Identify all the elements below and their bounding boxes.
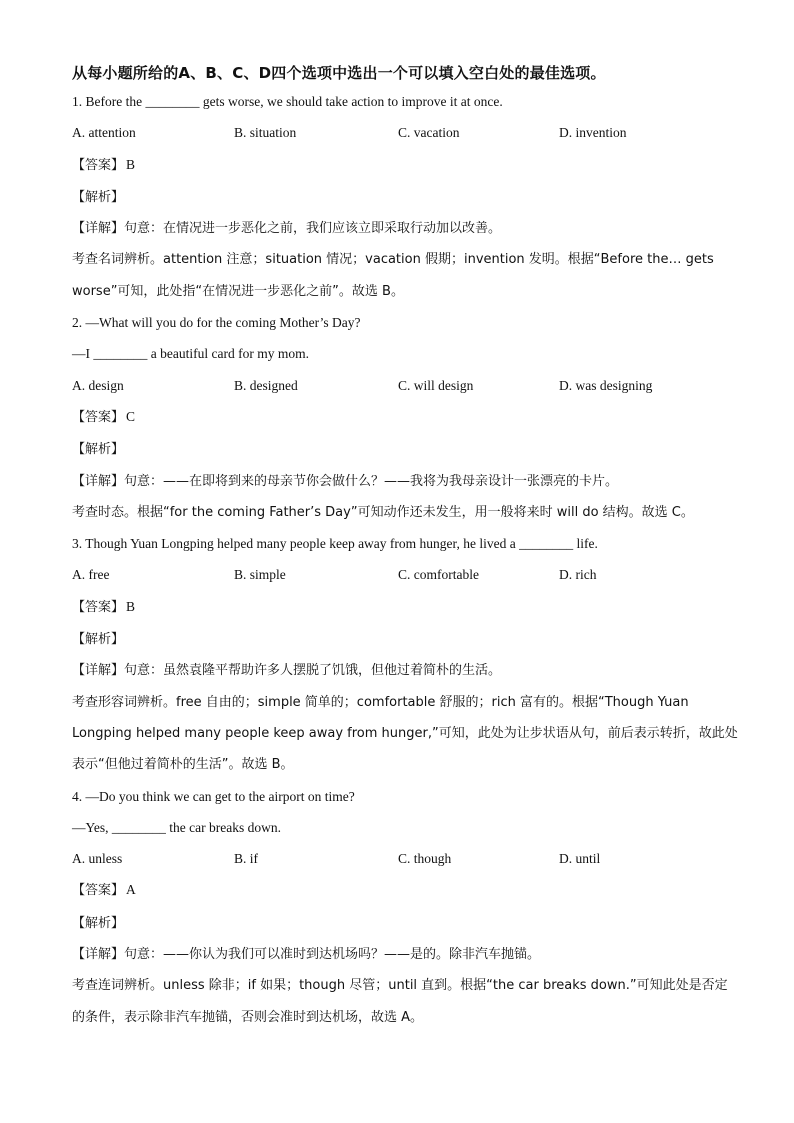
detail-line xyxy=(72,939,722,970)
detail-tag: 【详解】 xyxy=(72,221,125,237)
analysis-tag: 【解析】 xyxy=(72,189,125,205)
analysis-line xyxy=(72,623,722,655)
detail-line xyxy=(72,466,722,497)
option-c: C. will design xyxy=(398,377,474,393)
option-b: B. designed xyxy=(234,377,298,393)
answer-value: B xyxy=(126,598,136,614)
answer-line xyxy=(72,401,722,433)
detail-tag: 【详解】 xyxy=(72,947,125,963)
question-stem: 4. —Do you think we can get to the airport on time? xyxy=(72,788,355,804)
answer-tag: 【答案】 xyxy=(72,157,125,173)
answer-line xyxy=(72,591,722,623)
question-stem: 2. —What will you do for the coming Mother’s Day? xyxy=(72,315,361,331)
explanation-line: 考查形容词辨析。free 自由的；simple 简单的；comfortable 舒服的；rich 富有的。根据“Though Yuan xyxy=(72,694,689,710)
explanation-line: 表示“但他过着简朴的生活”。故选 B。 xyxy=(72,757,294,773)
option-c: C. comfortable xyxy=(398,567,479,583)
options-row xyxy=(72,117,722,148)
question-stem: 3. Though Yuan Longping helped many people keep away from hunger, he lived a ________ life. xyxy=(72,536,598,552)
option-c: C. vacation xyxy=(398,125,460,141)
explanation-line: 考查连词辨析。unless 除非；if 如果；though 尽管；until 直到。根据“the car breaks down.”可知此处是否定 xyxy=(72,978,728,994)
option-b: B. if xyxy=(234,851,259,867)
detail-text: 句意：在情况进一步恶化之前，我们应该立即采取行动加以改善。 xyxy=(124,221,502,237)
option-b: B. situation xyxy=(234,125,297,141)
option-d: D. invention xyxy=(559,125,627,141)
question-1 xyxy=(72,86,722,307)
option-d: D. rich xyxy=(559,567,597,583)
explanation-line: 考查名词辨析。attention 注意；situation 情况；vacation 假期；invention 发明。根据“Before the… gets xyxy=(72,252,714,268)
answer-tag: 【答案】 xyxy=(72,883,125,899)
options-row xyxy=(72,843,722,874)
analysis-line xyxy=(72,181,722,213)
option-d: D. until xyxy=(559,851,601,867)
analysis-tag: 【解析】 xyxy=(72,442,125,458)
options-row xyxy=(72,559,722,590)
answer-value: C xyxy=(126,408,136,424)
option-d: D. was designing xyxy=(559,377,653,393)
option-b: B. simple xyxy=(234,567,286,583)
question-2 xyxy=(72,307,722,528)
question-4 xyxy=(72,781,728,1033)
explanation-line: 考查时态。根据“for the coming Father’s Day”可知动作还未发生，用一般将来时 will do 结构。故选 C。 xyxy=(72,504,694,520)
option-a: A. design xyxy=(72,377,124,393)
analysis-tag: 【解析】 xyxy=(72,915,125,931)
question-3 xyxy=(72,528,738,780)
answer-line xyxy=(72,149,722,181)
answer-value: B xyxy=(126,156,136,172)
option-a: A. free xyxy=(72,567,110,583)
detail-line xyxy=(72,213,722,244)
answer-line xyxy=(72,874,722,906)
section-instruction: 从每小题所给的A、B、C、D四个选项中选出一个可以填入空白处的最佳选项。 xyxy=(72,64,606,82)
answer-value: A xyxy=(126,882,136,898)
analysis-line xyxy=(72,433,722,465)
explanation-line: 的条件，表示除非汽车抛锚，否则会准时到达机场，故选 A。 xyxy=(72,1009,424,1025)
detail-tag: 【详解】 xyxy=(72,473,125,489)
detail-text: 句意：虽然袁隆平帮助许多人摆脱了饥饿，但他过着简朴的生活。 xyxy=(124,663,502,679)
exam-page xyxy=(72,60,738,1033)
detail-line xyxy=(72,655,722,686)
detail-text: 句意：——在即将到来的母亲节你会做什么？——我将为我母亲设计一张漂亮的卡片。 xyxy=(124,473,619,489)
analysis-line xyxy=(72,907,722,939)
options-row xyxy=(72,370,722,401)
question-stem: 1. Before the ________ gets worse, we should take action to improve it at once. xyxy=(72,94,503,109)
analysis-tag: 【解析】 xyxy=(72,632,125,648)
option-a: A. attention xyxy=(72,125,136,141)
question-stem: —Yes, ________ the car breaks down. xyxy=(72,819,281,835)
option-a: A. unless xyxy=(72,851,123,867)
answer-tag: 【答案】 xyxy=(72,409,125,425)
detail-tag: 【详解】 xyxy=(72,663,125,679)
option-c: C. though xyxy=(398,851,452,867)
explanation-line: Longping helped many people keep away from hunger,”可知，此处为让步状语从句，前后表示转折，故此处 xyxy=(72,725,738,741)
detail-text: 句意：——你认为我们可以准时到达机场吗？——是的。除非汽车抛锚。 xyxy=(124,947,541,963)
answer-tag: 【答案】 xyxy=(72,599,125,615)
explanation-line: worse”可知，此处指“在情况进一步恶化之前”。故选 B。 xyxy=(72,283,404,299)
question-stem: —I ________ a beautiful card for my mom. xyxy=(72,346,309,362)
